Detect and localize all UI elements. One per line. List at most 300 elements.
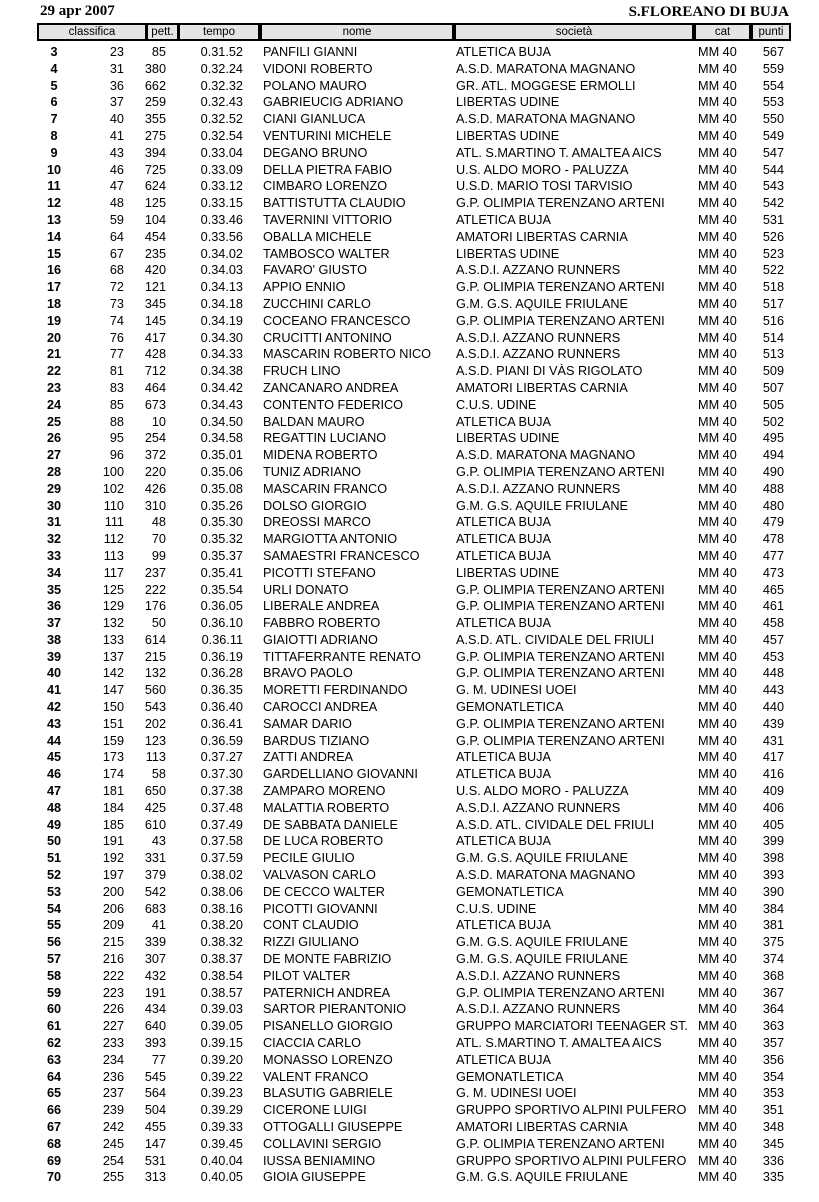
- athlete-name-cell: GARDELLIANO GIOVANNI: [263, 767, 418, 782]
- position-cell: 133: [102, 632, 124, 647]
- category-cell: MM 40: [698, 1019, 737, 1034]
- points-cell: 461: [762, 599, 784, 614]
- club-cell: ATLETICA BUJA: [456, 616, 551, 631]
- athlete-name-cell: MARGIOTTA ANTONIO: [263, 532, 398, 547]
- bib-cell: 70: [151, 532, 166, 547]
- bib-cell: 132: [144, 666, 166, 681]
- position-cell: 68: [109, 263, 124, 278]
- position-cell: 110: [103, 498, 124, 513]
- bib-cell: 215: [144, 649, 166, 664]
- time-cell: 0.38.06: [200, 884, 243, 899]
- time-cell: 0.38.37: [200, 952, 243, 967]
- club-cell: U.S. ALDO MORO - PALUZZA: [456, 162, 629, 177]
- athlete-name-cell: APPIO ENNIO: [263, 280, 346, 295]
- table-row: [0, 296, 819, 313]
- category-cell: MM 40: [698, 229, 737, 244]
- time-cell: 0.36.28: [200, 666, 243, 681]
- rank-cell: 51: [46, 851, 62, 866]
- athlete-name-cell: MIDENA ROBERTO: [263, 448, 378, 463]
- athlete-name-cell: PICOTTI GIOVANNI: [263, 901, 378, 916]
- time-cell: 0.39.15: [200, 1036, 243, 1051]
- athlete-name-cell: REGATTIN LUCIANO: [263, 431, 387, 446]
- points-cell: 348: [762, 1120, 784, 1134]
- club-cell: A.S.D. MARATONA MAGNANO: [456, 61, 636, 76]
- points-cell: 345: [762, 1136, 784, 1151]
- time-cell: 0.36.41: [200, 716, 243, 731]
- points-cell: 375: [762, 935, 784, 950]
- athlete-name-cell: OBALLA MICHELE: [263, 229, 372, 244]
- athlete-name-cell: IUSSA BENIAMINO: [263, 1153, 376, 1168]
- club-cell: G.P. OLIMPIA TERENZANO ARTENI: [456, 1136, 665, 1151]
- time-cell: 0.37.59: [200, 851, 243, 866]
- rank-cell: 61: [46, 1019, 62, 1034]
- rank-cell: 45: [46, 750, 62, 765]
- table-row: [0, 901, 819, 918]
- club-cell: A.S.D.I. AZZANO RUNNERS: [456, 263, 621, 278]
- time-cell: 0.40.05: [200, 1170, 243, 1185]
- athlete-name-cell: VALVASON CARLO: [263, 868, 376, 883]
- points-cell: 547: [762, 145, 784, 160]
- club-cell: GR. ATL. MOGGESE ERMOLLI: [456, 78, 636, 93]
- position-cell: 206: [102, 901, 124, 916]
- athlete-name-cell: OTTOGALLI GIUSEPPE: [263, 1120, 403, 1134]
- category-cell: MM 40: [698, 95, 737, 110]
- bib-cell: 43: [151, 834, 166, 849]
- position-cell: 200: [102, 884, 124, 899]
- points-cell: 517: [762, 296, 784, 311]
- points-cell: 531: [762, 212, 784, 227]
- bib-cell: 614: [144, 632, 166, 647]
- rank-cell: 33: [46, 548, 62, 563]
- bib-cell: 104: [144, 212, 166, 227]
- rank-cell: 34: [46, 565, 62, 580]
- category-cell: MM 40: [698, 45, 737, 59]
- time-cell: 0.36.59: [200, 733, 243, 748]
- rank-cell: 20: [46, 330, 62, 345]
- rank-cell: 52: [46, 868, 62, 883]
- category-cell: MM 40: [698, 834, 737, 849]
- position-cell: 223: [102, 985, 124, 1000]
- table-row: [0, 934, 819, 951]
- bib-cell: 454: [144, 229, 166, 244]
- position-cell: 64: [109, 229, 124, 244]
- time-cell: 0.34.33: [200, 347, 243, 362]
- category-cell: MM 40: [698, 935, 737, 950]
- bib-cell: 683: [144, 901, 166, 916]
- category-cell: MM 40: [698, 968, 737, 983]
- athlete-name-cell: URLI DONATO: [263, 582, 349, 597]
- bib-cell: 455: [144, 1120, 166, 1134]
- bib-cell: 420: [144, 263, 166, 278]
- bib-cell: 560: [144, 683, 166, 698]
- position-cell: 77: [109, 347, 124, 362]
- time-cell: 0.38.16: [200, 901, 243, 916]
- athlete-name-cell: COCEANO FRANCESCO: [263, 313, 411, 328]
- category-cell: MM 40: [698, 901, 737, 916]
- athlete-name-cell: DELLA PIETRA FABIO: [263, 162, 393, 177]
- category-cell: MM 40: [698, 817, 737, 832]
- category-cell: MM 40: [698, 683, 737, 698]
- position-cell: 67: [109, 246, 124, 261]
- category-cell: MM 40: [698, 464, 737, 479]
- table-row: [0, 1069, 819, 1086]
- table-row: [0, 313, 819, 330]
- athlete-name-cell: MONASSO LORENZO: [263, 1052, 393, 1067]
- time-cell: 0.35.06: [200, 464, 243, 479]
- category-cell: MM 40: [698, 565, 737, 580]
- rank-cell: 46: [46, 767, 62, 782]
- points-cell: 543: [762, 179, 784, 194]
- category-cell: MM 40: [698, 548, 737, 563]
- rank-cell: 26: [46, 431, 62, 446]
- points-cell: 453: [762, 649, 784, 664]
- club-cell: ATLETICA BUJA: [456, 750, 551, 765]
- position-cell: 95: [109, 431, 124, 446]
- club-cell: A.S.D. MARATONA MAGNANO: [456, 112, 636, 127]
- club-cell: ATLETICA BUJA: [456, 834, 551, 849]
- rank-cell: 24: [46, 397, 62, 412]
- table-row: [0, 716, 819, 733]
- category-cell: MM 40: [698, 952, 737, 967]
- club-cell: G.M. G.S. AQUILE FRIULANE: [456, 1170, 629, 1185]
- time-cell: 0.37.58: [200, 834, 243, 849]
- position-cell: 227: [102, 1019, 124, 1034]
- points-cell: 354: [762, 1069, 784, 1084]
- bib-cell: 99: [151, 548, 166, 563]
- club-cell: G.M. G.S. AQUILE FRIULANE: [456, 296, 629, 311]
- points-cell: 440: [762, 700, 784, 715]
- points-cell: 336: [762, 1153, 784, 1168]
- rank-cell: 18: [46, 296, 62, 311]
- points-cell: 384: [762, 901, 784, 916]
- column-header-tempo: tempo: [178, 23, 260, 41]
- category-cell: MM 40: [698, 212, 737, 227]
- category-cell: MM 40: [698, 767, 737, 782]
- time-cell: 0.35.54: [200, 582, 243, 597]
- category-cell: MM 40: [698, 616, 737, 631]
- athlete-name-cell: DEGANO BRUNO: [263, 145, 368, 160]
- rank-cell: 10: [46, 162, 62, 177]
- bib-cell: 275: [144, 128, 166, 143]
- category-cell: MM 40: [698, 179, 737, 194]
- athlete-name-cell: ZATTI ANDREA: [263, 750, 353, 765]
- time-cell: 0.38.20: [200, 918, 243, 933]
- athlete-name-cell: VALENT FRANCO: [263, 1069, 369, 1084]
- time-cell: 0.34.50: [200, 414, 243, 429]
- position-cell: 242: [102, 1120, 124, 1134]
- points-cell: 479: [762, 515, 784, 530]
- club-cell: AMATORI LIBERTAS CARNIA: [456, 380, 628, 395]
- points-cell: 490: [762, 464, 784, 479]
- time-cell: 0.37.38: [200, 784, 243, 799]
- club-cell: G.M. G.S. AQUILE FRIULANE: [456, 498, 629, 513]
- table-row: [0, 145, 819, 162]
- points-cell: 431: [762, 733, 784, 748]
- table-row: [0, 548, 819, 565]
- athlete-name-cell: TAVERNINI VITTORIO: [263, 212, 392, 227]
- bib-cell: 313: [144, 1170, 166, 1185]
- athlete-name-cell: GABRIEUCIG ADRIANO: [263, 95, 404, 110]
- rank-cell: 8: [50, 128, 58, 143]
- race-title: S.FLOREANO DI BUJA: [628, 4, 789, 20]
- position-cell: 159: [102, 733, 124, 748]
- points-cell: 507: [762, 380, 784, 395]
- bib-cell: 393: [144, 1036, 166, 1051]
- club-cell: LIBERTAS UDINE: [456, 128, 560, 143]
- position-cell: 222: [102, 968, 124, 983]
- table-row: [0, 1169, 819, 1186]
- points-cell: 367: [762, 985, 784, 1000]
- category-cell: MM 40: [698, 733, 737, 748]
- rank-cell: 12: [46, 196, 62, 211]
- position-cell: 255: [102, 1170, 124, 1185]
- category-cell: MM 40: [698, 330, 737, 345]
- club-cell: ATLETICA BUJA: [456, 767, 551, 782]
- club-cell: A.S.D. MARATONA MAGNANO: [456, 868, 636, 883]
- category-cell: MM 40: [698, 364, 737, 379]
- rank-cell: 5: [50, 78, 58, 93]
- points-cell: 368: [762, 968, 784, 983]
- table-row: [0, 833, 819, 850]
- time-cell: 0.32.52: [200, 112, 243, 127]
- points-cell: 448: [762, 666, 784, 681]
- bib-cell: 58: [151, 767, 166, 782]
- category-cell: MM 40: [698, 1036, 737, 1051]
- points-cell: 477: [762, 548, 784, 563]
- rank-cell: 11: [47, 179, 61, 194]
- category-cell: MM 40: [698, 1002, 737, 1017]
- athlete-name-cell: FRUCH LINO: [263, 364, 341, 379]
- position-cell: 142: [102, 666, 124, 681]
- club-cell: AMATORI LIBERTAS CARNIA: [456, 1120, 628, 1134]
- athlete-name-cell: DE LUCA ROBERTO: [263, 834, 384, 849]
- category-cell: MM 40: [698, 868, 737, 883]
- time-cell: 0.33.09: [200, 162, 243, 177]
- rank-cell: 41: [46, 683, 62, 698]
- time-cell: 0.40.04: [200, 1153, 243, 1168]
- rank-cell: 29: [46, 481, 62, 496]
- rank-cell: 9: [50, 145, 58, 160]
- table-row: [0, 363, 819, 380]
- bib-cell: 464: [144, 380, 166, 395]
- category-cell: MM 40: [698, 112, 737, 127]
- position-cell: 184: [102, 800, 124, 815]
- athlete-name-cell: GIOIA GIUSEPPE: [263, 1170, 366, 1185]
- category-cell: MM 40: [698, 246, 737, 261]
- position-cell: 234: [102, 1052, 124, 1067]
- bib-cell: 259: [144, 95, 166, 110]
- table-row: [0, 162, 819, 179]
- table-row: [0, 817, 819, 834]
- category-cell: MM 40: [698, 985, 737, 1000]
- athlete-name-cell: SAMAESTRI FRANCESCO: [263, 548, 420, 563]
- athlete-name-cell: PILOT VALTER: [263, 968, 351, 983]
- time-cell: 0.34.18: [200, 296, 243, 311]
- club-cell: ATLETICA BUJA: [456, 45, 551, 59]
- position-cell: 237: [102, 1086, 124, 1101]
- position-cell: 181: [102, 784, 124, 799]
- rank-cell: 55: [46, 918, 62, 933]
- points-cell: 523: [762, 246, 784, 261]
- club-cell: ATL. S.MARTINO T. AMALTEA AICS: [456, 1036, 662, 1051]
- rank-cell: 14: [46, 229, 62, 244]
- category-cell: MM 40: [698, 1052, 737, 1067]
- club-cell: G.M. G.S. AQUILE FRIULANE: [456, 851, 629, 866]
- points-cell: 405: [762, 817, 784, 832]
- time-cell: 0.33.04: [200, 145, 243, 160]
- position-cell: 111: [104, 515, 124, 530]
- points-cell: 494: [762, 448, 784, 463]
- position-cell: 102: [102, 481, 124, 496]
- time-cell: 0.36.10: [200, 616, 243, 631]
- athlete-name-cell: BALDAN MAURO: [263, 414, 365, 429]
- time-cell: 0.34.19: [200, 313, 243, 328]
- rank-cell: 65: [46, 1086, 62, 1101]
- club-cell: ATL. S.MARTINO T. AMALTEA AICS: [456, 145, 662, 160]
- athlete-name-cell: MASCARIN ROBERTO NICO: [263, 347, 432, 362]
- position-cell: 125: [102, 582, 124, 597]
- time-cell: 0.35.26: [200, 498, 243, 513]
- bib-cell: 220: [144, 464, 166, 479]
- bib-cell: 650: [144, 784, 166, 799]
- position-cell: 245: [102, 1136, 124, 1151]
- club-cell: ATLETICA BUJA: [456, 414, 551, 429]
- club-cell: A.S.D.I. AZZANO RUNNERS: [456, 481, 621, 496]
- bib-cell: 77: [151, 1052, 166, 1067]
- time-cell: 0.37.48: [200, 800, 243, 815]
- category-cell: MM 40: [698, 1136, 737, 1151]
- athlete-name-cell: BATTISTUTTA CLAUDIO: [263, 196, 406, 211]
- table-row: [0, 783, 819, 800]
- category-cell: MM 40: [698, 431, 737, 446]
- table-row: [0, 749, 819, 766]
- rank-cell: 59: [46, 985, 62, 1000]
- position-cell: 233: [102, 1036, 124, 1051]
- table-row: [0, 195, 819, 212]
- bib-cell: 125: [144, 196, 166, 211]
- position-cell: 226: [102, 1002, 124, 1017]
- bib-cell: 41: [151, 918, 166, 933]
- table-row: [0, 1136, 819, 1153]
- time-cell: 0.37.49: [200, 817, 243, 832]
- rank-cell: 27: [46, 448, 62, 463]
- bib-cell: 235: [144, 246, 166, 261]
- time-cell: 0.35.30: [200, 515, 243, 530]
- points-cell: 522: [762, 263, 784, 278]
- bib-cell: 543: [144, 700, 166, 715]
- table-row: [0, 380, 819, 397]
- club-cell: G.P. OLIMPIA TERENZANO ARTENI: [456, 649, 665, 664]
- athlete-name-cell: RIZZI GIULIANO: [263, 935, 359, 950]
- rank-cell: 3: [50, 45, 58, 59]
- athlete-name-cell: BLASUTIG GABRIELE: [263, 1086, 393, 1101]
- points-cell: 443: [762, 683, 784, 698]
- athlete-name-cell: ZUCCHINI CARLO: [263, 296, 371, 311]
- athlete-name-cell: TITTAFERRANTE RENATO: [263, 649, 421, 664]
- bib-cell: 434: [144, 1002, 166, 1017]
- position-cell: 73: [109, 296, 124, 311]
- time-cell: 0.33.12: [200, 179, 243, 194]
- bib-cell: 640: [144, 1019, 166, 1034]
- table-row: [0, 430, 819, 447]
- time-cell: 0.35.32: [200, 532, 243, 547]
- table-row: [0, 1052, 819, 1069]
- table-row: [0, 414, 819, 431]
- position-cell: 209: [102, 918, 124, 933]
- category-cell: MM 40: [698, 380, 737, 395]
- position-cell: 37: [109, 95, 124, 110]
- rank-cell: 53: [46, 884, 62, 899]
- athlete-name-cell: BARDUS TIZIANO: [263, 733, 370, 748]
- time-cell: 0.33.15: [200, 196, 243, 211]
- time-cell: 0.34.30: [200, 330, 243, 345]
- position-cell: 197: [102, 868, 124, 883]
- club-cell: ATLETICA BUJA: [456, 515, 551, 530]
- athlete-name-cell: MORETTI FERDINANDO: [263, 683, 408, 698]
- athlete-name-cell: GIAIOTTI ADRIANO: [263, 632, 378, 647]
- category-cell: MM 40: [698, 414, 737, 429]
- position-cell: 117: [103, 565, 124, 580]
- table-row: [0, 649, 819, 666]
- points-cell: 509: [762, 364, 784, 379]
- points-cell: 488: [762, 481, 784, 496]
- points-cell: 393: [762, 868, 784, 883]
- table-row: [0, 229, 819, 246]
- category-cell: MM 40: [698, 263, 737, 278]
- points-cell: 549: [762, 128, 784, 143]
- points-cell: 542: [762, 196, 784, 211]
- points-cell: 417: [762, 750, 784, 765]
- position-cell: 46: [109, 162, 124, 177]
- results-table: [0, 44, 819, 1186]
- bib-cell: 545: [144, 1069, 166, 1084]
- athlete-name-cell: DREOSSI MARCO: [263, 515, 371, 530]
- club-cell: GEMONATLETICA: [456, 700, 564, 715]
- rank-cell: 49: [46, 817, 62, 832]
- table-row: [0, 178, 819, 195]
- category-cell: MM 40: [698, 784, 737, 799]
- athlete-name-cell: BRAVO PAOLO: [263, 666, 353, 681]
- club-cell: A.S.D.I. AZZANO RUNNERS: [456, 1002, 621, 1017]
- column-header-punti: punti: [751, 23, 791, 41]
- time-cell: 0.39.29: [200, 1103, 243, 1118]
- table-row: [0, 498, 819, 515]
- club-cell: G.P. OLIMPIA TERENZANO ARTENI: [456, 716, 665, 731]
- club-cell: LIBERTAS UDINE: [456, 95, 560, 110]
- club-cell: LIBERTAS UDINE: [456, 431, 560, 446]
- time-cell: 0.32.24: [200, 61, 243, 76]
- points-cell: 356: [762, 1052, 784, 1067]
- time-cell: 0.39.22: [200, 1069, 243, 1084]
- club-cell: G. M. UDINESI UOEI: [456, 1086, 577, 1101]
- category-cell: MM 40: [698, 750, 737, 765]
- points-cell: 550: [762, 112, 784, 127]
- column-header-pett: pett.: [146, 23, 179, 41]
- position-cell: 112: [103, 532, 124, 547]
- category-cell: MM 40: [698, 1069, 737, 1084]
- time-cell: 0.35.08: [200, 481, 243, 496]
- club-cell: A.S.D. ATL. CIVIDALE DEL FRIULI: [456, 817, 655, 832]
- time-cell: 0.36.19: [200, 649, 243, 664]
- time-cell: 0.33.56: [200, 229, 243, 244]
- position-cell: 236: [102, 1069, 124, 1084]
- athlete-name-cell: PATERNICH ANDREA: [263, 985, 391, 1000]
- table-row: [0, 1085, 819, 1102]
- points-cell: 409: [762, 784, 784, 799]
- bib-cell: 355: [144, 112, 166, 127]
- athlete-name-cell: VIDONI ROBERTO: [263, 61, 373, 76]
- club-cell: G.P. OLIMPIA TERENZANO ARTENI: [456, 280, 665, 295]
